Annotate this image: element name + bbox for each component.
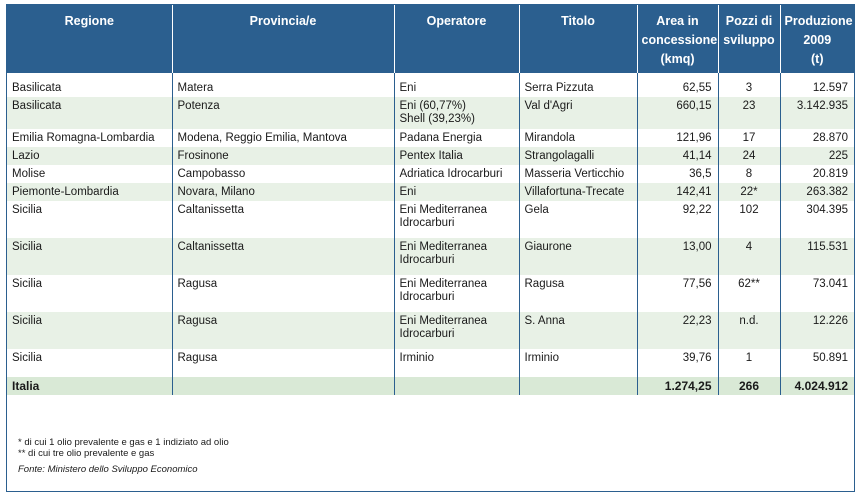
footnote: * di cui 1 olio prevalente e gas e 1 indiziato ad olio [18, 437, 229, 448]
cell-provincia: Ragusa [172, 312, 394, 349]
operatore-line: Idrocarburi [399, 328, 455, 340]
cell-produzione: 12.226 [780, 312, 854, 349]
header-pozzi-line: Pozzi di [725, 14, 773, 28]
cell-operatore [394, 275, 519, 312]
cell-operatore [394, 97, 519, 129]
cell-produzione: 115.531 [780, 238, 854, 275]
cell-produzione: 225 [780, 147, 854, 165]
operatore-line: Irminio [399, 352, 435, 364]
table-row [7, 275, 854, 312]
cell-titolo: Serra Pizzuta [519, 79, 637, 97]
cell-area: 77,56 [637, 275, 718, 312]
cell-pozzi: 1 [718, 349, 780, 371]
cell-pozzi: 4 [718, 238, 780, 275]
cell-area: 13,00 [637, 238, 718, 275]
source-note: Fonte: Ministero dello Sviluppo Economico [18, 464, 198, 475]
cell-titolo: Villafortuna-Trecate [519, 183, 637, 201]
operatore-line: Eni Mediterranea [399, 315, 488, 327]
table-row [7, 165, 854, 183]
header-regione: Regione [7, 5, 172, 73]
cell-produzione: 73.041 [812, 278, 848, 290]
header-produzione-line: (t) [811, 52, 824, 66]
cell-pozzi: 23 [718, 97, 780, 129]
cell-produzione: 263.382 [780, 183, 854, 201]
cell-pozzi: 24 [718, 147, 780, 165]
cell-produzione: 304.395 [806, 204, 848, 216]
header-row [7, 5, 854, 73]
cell-titolo: Val d'Agri [519, 97, 637, 129]
operatore-line: Eni [399, 186, 417, 198]
cell-produzione: 28.870 [812, 132, 848, 144]
cell-titolo: Giaurone [519, 238, 637, 275]
header-area-line: Area in [656, 14, 699, 28]
cell-area: 660,15 [637, 97, 718, 129]
cell-provincia: Ragusa [172, 275, 394, 312]
cell-provincia: Ragusa [172, 349, 394, 371]
total-provincia [172, 377, 394, 395]
cell-titolo: Ragusa [519, 275, 637, 312]
header-produzione [780, 5, 854, 73]
header-provincia: Provincia/e [172, 5, 394, 73]
cell-operatore [394, 201, 519, 238]
header-pozzi-line: sviluppo [723, 33, 775, 47]
cell-operatore [394, 349, 519, 371]
table-row [7, 238, 854, 275]
operatore-line: Eni Mediterranea [399, 204, 488, 216]
cell-titolo: Irminio [519, 349, 637, 371]
header-area-line: (kmq) [660, 52, 695, 66]
cell-regione: Molise [7, 165, 172, 183]
operatore-line: Padana Energia [399, 132, 482, 144]
cell-area: 121,96 [637, 129, 718, 147]
cell-operatore [394, 79, 519, 97]
cell-provincia: Caltanissetta [172, 201, 394, 238]
cell-pozzi: 3 [718, 79, 780, 97]
footnotes [18, 437, 229, 475]
cell-provincia: Modena, Reggio Emilia, Mantova [172, 129, 394, 147]
cell-pozzi: 102 [718, 201, 780, 238]
cell-produzione: 20.819 [812, 168, 848, 180]
cell-provincia: Campobasso [172, 165, 394, 183]
table-row [7, 97, 854, 129]
cell-regione: Basilicata [7, 79, 172, 97]
cell-titolo: Gela [519, 201, 637, 238]
total-regione: Italia [7, 377, 172, 395]
cell-area: 92,22 [637, 201, 718, 238]
cell-pozzi: n.d. [718, 312, 780, 349]
operatore-line: Eni [399, 82, 417, 94]
cell-titolo: Mirandola [519, 129, 637, 147]
operatore-line: Adriatica Idrocarburi [399, 168, 503, 180]
operatore-line: Eni Mediterranea [399, 278, 488, 290]
cell-regione: Emilia Romagna-Lombardia [7, 129, 172, 147]
table-row [7, 349, 854, 371]
cell-produzione: 50.891 [812, 352, 848, 364]
cell-operatore [394, 129, 519, 147]
cell-area: 22,23 [637, 312, 718, 349]
cell-regione: Lazio [7, 147, 172, 165]
cell-pozzi: 17 [718, 129, 780, 147]
header-produzione-line: 2009 [803, 33, 832, 47]
cell-titolo: Strangolagalli [519, 147, 637, 165]
header-produzione-line: Produzione [784, 14, 853, 28]
total-operatore [394, 377, 519, 395]
header-titolo: Titolo [519, 5, 637, 73]
cell-regione: Sicilia [7, 312, 172, 349]
cell-operatore [394, 312, 519, 349]
cell-provincia: Potenza [172, 97, 394, 129]
operatore-line: Eni Mediterranea [399, 241, 488, 253]
cell-operatore [394, 165, 519, 183]
cell-regione: Piemonte-Lombardia [7, 183, 172, 201]
cell-pozzi: 8 [718, 165, 780, 183]
cell-pozzi: 62** [718, 275, 780, 312]
total-pozzi: 266 [718, 377, 780, 395]
total-area: 1.274,25 [637, 377, 718, 395]
concessions-table [7, 5, 854, 395]
cell-provincia: Caltanissetta [172, 238, 394, 275]
table-row [7, 129, 854, 147]
cell-area: 39,76 [637, 349, 718, 371]
cell-titolo: S. Anna [519, 312, 637, 349]
total-row [7, 377, 854, 395]
cell-provincia: Novara, Milano [172, 183, 394, 201]
cell-operatore [394, 183, 519, 201]
cell-regione: Sicilia [7, 275, 172, 312]
cell-titolo: Masseria Verticchio [519, 165, 637, 183]
cell-produzione: 3.142.935 [780, 97, 854, 129]
cell-provincia: Matera [172, 79, 394, 97]
total-titolo [519, 377, 637, 395]
footnote: ** di cui tre olio prevalente e gas [18, 448, 155, 459]
cell-area: 142,41 [637, 183, 718, 201]
table-row [7, 201, 854, 238]
table-row [7, 79, 854, 97]
header-operatore: Operatore [394, 5, 519, 73]
total-produzione: 4.024.912 [780, 377, 854, 395]
table-row [7, 147, 854, 165]
operatore-line: Eni (60,77%) [399, 100, 466, 112]
cell-provincia: Frosinone [172, 147, 394, 165]
table-row [7, 312, 854, 349]
table-row [7, 183, 854, 201]
operatore-line: Idrocarburi [399, 217, 455, 229]
cell-area: 41,14 [637, 147, 718, 165]
header-area-line: concessione [641, 33, 718, 47]
cell-area: 36,5 [637, 165, 718, 183]
cell-produzione: 12.597 [812, 82, 848, 94]
cell-pozzi: 22* [718, 183, 780, 201]
operatore-line: Idrocarburi [399, 291, 455, 303]
cell-operatore [394, 238, 519, 275]
cell-regione: Sicilia [7, 201, 172, 238]
operatore-line: Shell (39,23%) [399, 113, 475, 125]
cell-operatore [394, 147, 519, 165]
operatore-line: Pentex Italia [399, 150, 463, 162]
header-area [637, 5, 718, 73]
cell-regione: Sicilia [7, 349, 172, 371]
header-pozzi [718, 5, 780, 73]
operatore-line: Idrocarburi [399, 254, 455, 266]
cell-regione: Basilicata [7, 97, 172, 129]
cell-area: 62,55 [637, 79, 718, 97]
cell-regione: Sicilia [7, 238, 172, 275]
